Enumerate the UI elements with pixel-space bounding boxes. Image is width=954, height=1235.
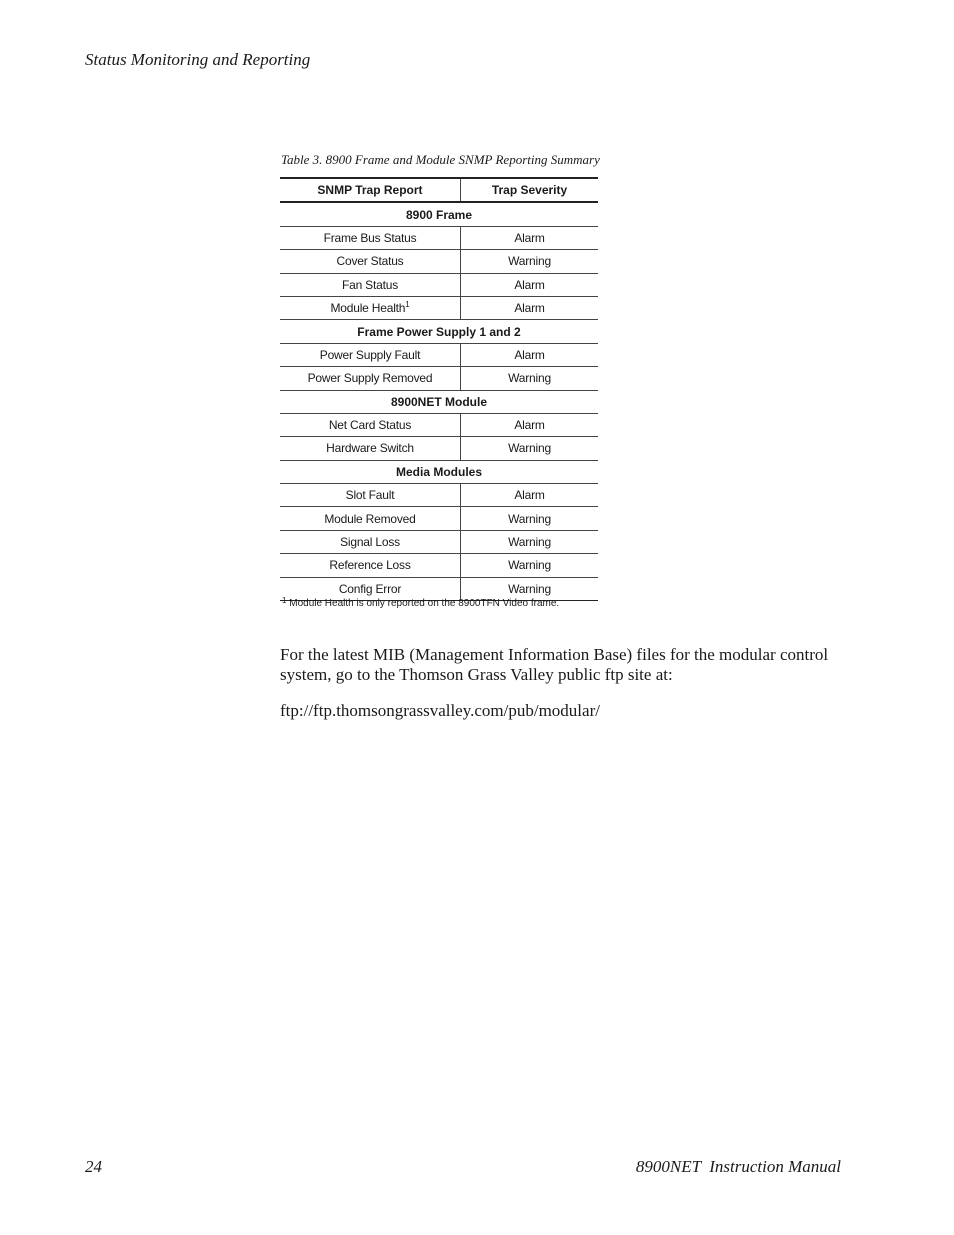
trap-report-cell — [280, 250, 461, 273]
table-section-row — [280, 460, 598, 483]
section-title: 8900 Frame — [280, 202, 598, 226]
trap-report-label: Signal Loss — [340, 535, 400, 550]
trap-severity-cell: Warning — [461, 507, 599, 530]
table-caption: Table 3. 8900 Frame and Module SNMP Reporting Summary — [281, 152, 600, 167]
body-paragraph: For the latest MIB (Management Information Base) files for the modular control system, go to the Thomson Grass Valley public ftp site at: — [280, 645, 829, 684]
table-row — [280, 343, 598, 366]
trap-report-cell — [280, 484, 461, 507]
trap-report-cell — [280, 530, 461, 553]
trap-report-cell — [280, 437, 461, 460]
footnote-reference: 1 — [405, 300, 410, 310]
trap-report-label: Frame Bus Status — [323, 230, 417, 245]
trap-report-label: Module Removed — [324, 511, 416, 526]
trap-report-cell — [280, 413, 461, 436]
footnote-marker: 1 — [282, 596, 287, 605]
manual-title: 8900NET Instruction Manual — [635, 1157, 841, 1176]
section-title: 8900NET Module — [280, 390, 598, 413]
trap-report-cell — [280, 507, 461, 530]
trap-report-cell — [280, 296, 461, 319]
trap-severity-cell: Warning — [461, 367, 599, 390]
trap-severity-cell: Alarm — [461, 343, 599, 366]
table-row — [280, 226, 598, 249]
ftp-url: ftp://ftp.thomsongrassvalley.com/pub/modular/ — [280, 701, 600, 720]
trap-severity-cell: Alarm — [461, 226, 599, 249]
running-header: Status Monitoring and Reporting — [85, 50, 311, 69]
trap-severity-cell: Alarm — [461, 296, 599, 319]
trap-severity-cell: Alarm — [461, 413, 599, 436]
trap-severity-cell: Warning — [461, 250, 599, 273]
table-row — [280, 250, 598, 273]
trap-report-cell — [280, 273, 461, 296]
table-row — [280, 484, 598, 507]
column-header-trap-severity: Trap Severity — [461, 178, 599, 202]
trap-severity-cell: Warning — [461, 577, 599, 600]
trap-report-label: Net Card Status — [328, 418, 412, 433]
column-header-trap-report: SNMP Trap Report — [280, 178, 461, 202]
trap-report-label: Power Supply Removed — [307, 371, 433, 386]
table-section-row — [280, 202, 598, 226]
table-row — [280, 507, 598, 530]
trap-report-label: Cover Status — [336, 254, 404, 269]
table-body — [280, 202, 598, 600]
footnote-text: Module Health is only reported on the 8900TFN Video frame. — [289, 598, 560, 609]
table-section-row — [280, 390, 598, 413]
trap-report-cell — [280, 554, 461, 577]
page-number: 24 — [85, 1157, 102, 1176]
trap-report-cell — [280, 343, 461, 366]
trap-report-label: Slot Fault — [345, 488, 395, 503]
table-row — [280, 367, 598, 390]
table-row — [280, 554, 598, 577]
trap-severity-cell: Warning — [461, 437, 599, 460]
table-row — [280, 296, 598, 319]
table-footnote — [282, 598, 559, 609]
snmp-reporting-table — [280, 177, 598, 601]
trap-severity-cell: Alarm — [461, 484, 599, 507]
table-section-row — [280, 320, 598, 343]
section-title: Media Modules — [280, 460, 598, 483]
trap-report-label: Module Health — [330, 301, 406, 316]
table-row — [280, 273, 598, 296]
table-row — [280, 437, 598, 460]
trap-report-label: Reference Loss — [329, 558, 411, 573]
trap-report-label: Fan Status — [341, 277, 399, 292]
trap-severity-cell: Alarm — [461, 273, 599, 296]
trap-report-label: Hardware Switch — [326, 441, 414, 456]
table-row — [280, 530, 598, 553]
trap-report-label: Config Error — [338, 581, 402, 596]
section-title: Frame Power Supply 1 and 2 — [280, 320, 598, 343]
trap-report-cell — [280, 367, 461, 390]
trap-report-cell — [280, 226, 461, 249]
table-header-row — [280, 178, 598, 202]
trap-severity-cell: Warning — [461, 530, 599, 553]
trap-severity-cell: Warning — [461, 554, 599, 577]
table-row — [280, 413, 598, 436]
trap-report-label: Power Supply Fault — [319, 347, 421, 362]
